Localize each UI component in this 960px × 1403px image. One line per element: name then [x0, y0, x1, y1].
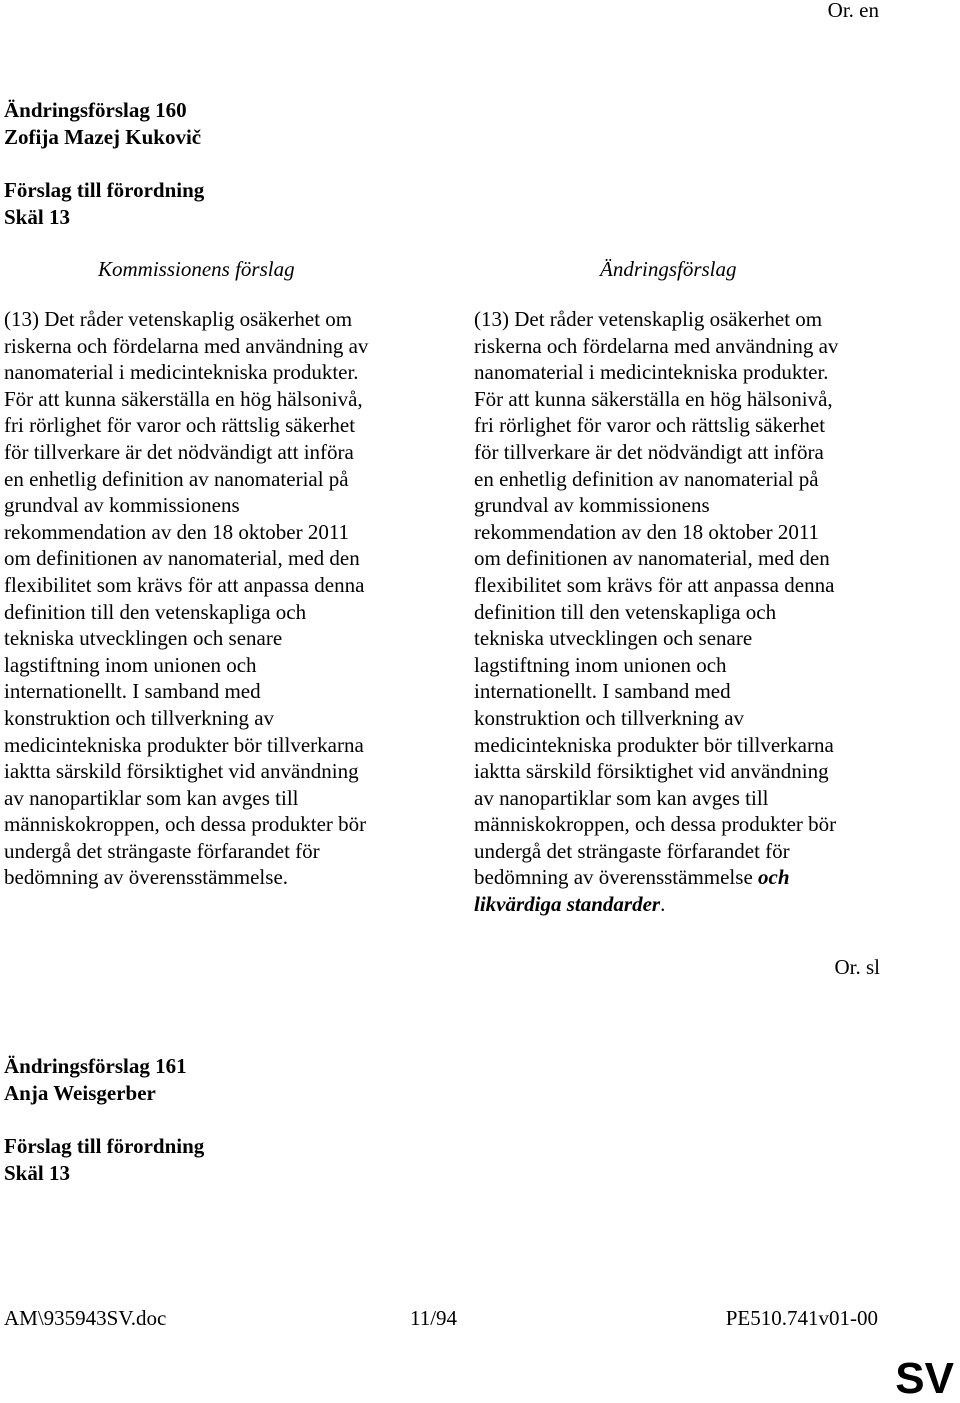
proposal-title: Förslag till förordning	[4, 1134, 205, 1158]
amendment-160-target	[4, 177, 204, 231]
amendment-text	[474, 306, 914, 918]
language-code-mark: SV	[895, 1354, 954, 1403]
original-language-label: Or. en	[827, 0, 879, 22]
amendment-author: Anja Weisgerber	[4, 1081, 156, 1105]
commission-proposal-heading: Kommissionens förslag	[98, 257, 295, 281]
amendment-text-end: .	[660, 892, 666, 917]
amendment-text-body: (13) Det råder vetenskaplig osäkerhet om riskerna och fördelarna med användning av nanomaterial i medicintekniska produkter. För att kunna säkerställa en hög hälsonivå, fri rörlighet för varor och rättslig säkerhet för tillverkare är det nödvändigt att införa en enhetlig definition av nanomaterial på grundval av kommissionens rekommendation av den 18 oktober 2011 om definitionen av nanomaterial, med den flexibilitet som krävs för att anpassa denna definition till den vetenskapliga och tekniska utvecklingen och senare lagstiftning inom unionen och internationellt. I samband med konstruktion och tillverkning av medicintekniska produkter bör tillverkarna iaktta särskild försiktighet vid användning av nanopartiklar som kan avges till människokroppen, och dessa produkter bör undergå det strängaste förfarandet för bedömning av överensstämmelse	[474, 307, 839, 890]
amendment-number: Ändringsförslag 160	[4, 98, 187, 122]
amendment-number: Ändringsförslag 161	[4, 1054, 187, 1078]
amendment-author: Zofija Mazej Kukovič	[4, 125, 202, 149]
footer-pe-reference: PE510.741v01-00	[725, 1306, 878, 1330]
amendment-column-heading: Ändringsförslag	[600, 257, 737, 281]
recital-label: Skäl 13	[4, 1161, 70, 1185]
amendment-161-header	[4, 1053, 187, 1107]
footer-page-number: 11/94	[410, 1306, 458, 1330]
amendment-original-language: Or. sl	[834, 955, 880, 979]
amendment-added-text: och likvärdiga standarder	[474, 865, 790, 917]
footer-document-reference: AM\935943SV.doc	[4, 1306, 167, 1330]
commission-proposal-text: (13) Det råder vetenskaplig osäkerhet om riskerna och fördelarna med användning av nanomaterial i medicintekniska produkter. För att kunna säkerställa en hög hälsonivå, fri rörlighet för varor och rättslig säkerhet för tillverkare är det nödvändigt att införa en enhetlig definition av nanomaterial på grundval av kommissionens rekommendation av den 18 oktober 2011 om definitionen av nanomaterial, med den flexibilitet som krävs för att anpassa denna definition till den vetenskapliga och tekniska utvecklingen och senare lagstiftning inom unionen och internationellt. I samband med konstruktion och tillverkning av medicintekniska produkter bör tillverkarna iaktta särskild försiktighet vid användning av nanopartiklar som kan avges till människokroppen, och dessa produkter bör undergå det strängaste förfarandet för bedömning av överensstämmelse.	[4, 307, 369, 890]
amendment-161-target	[4, 1133, 204, 1187]
proposal-title: Förslag till förordning	[4, 178, 205, 202]
recital-label: Skäl 13	[4, 205, 70, 229]
amendment-160-header	[4, 97, 201, 151]
